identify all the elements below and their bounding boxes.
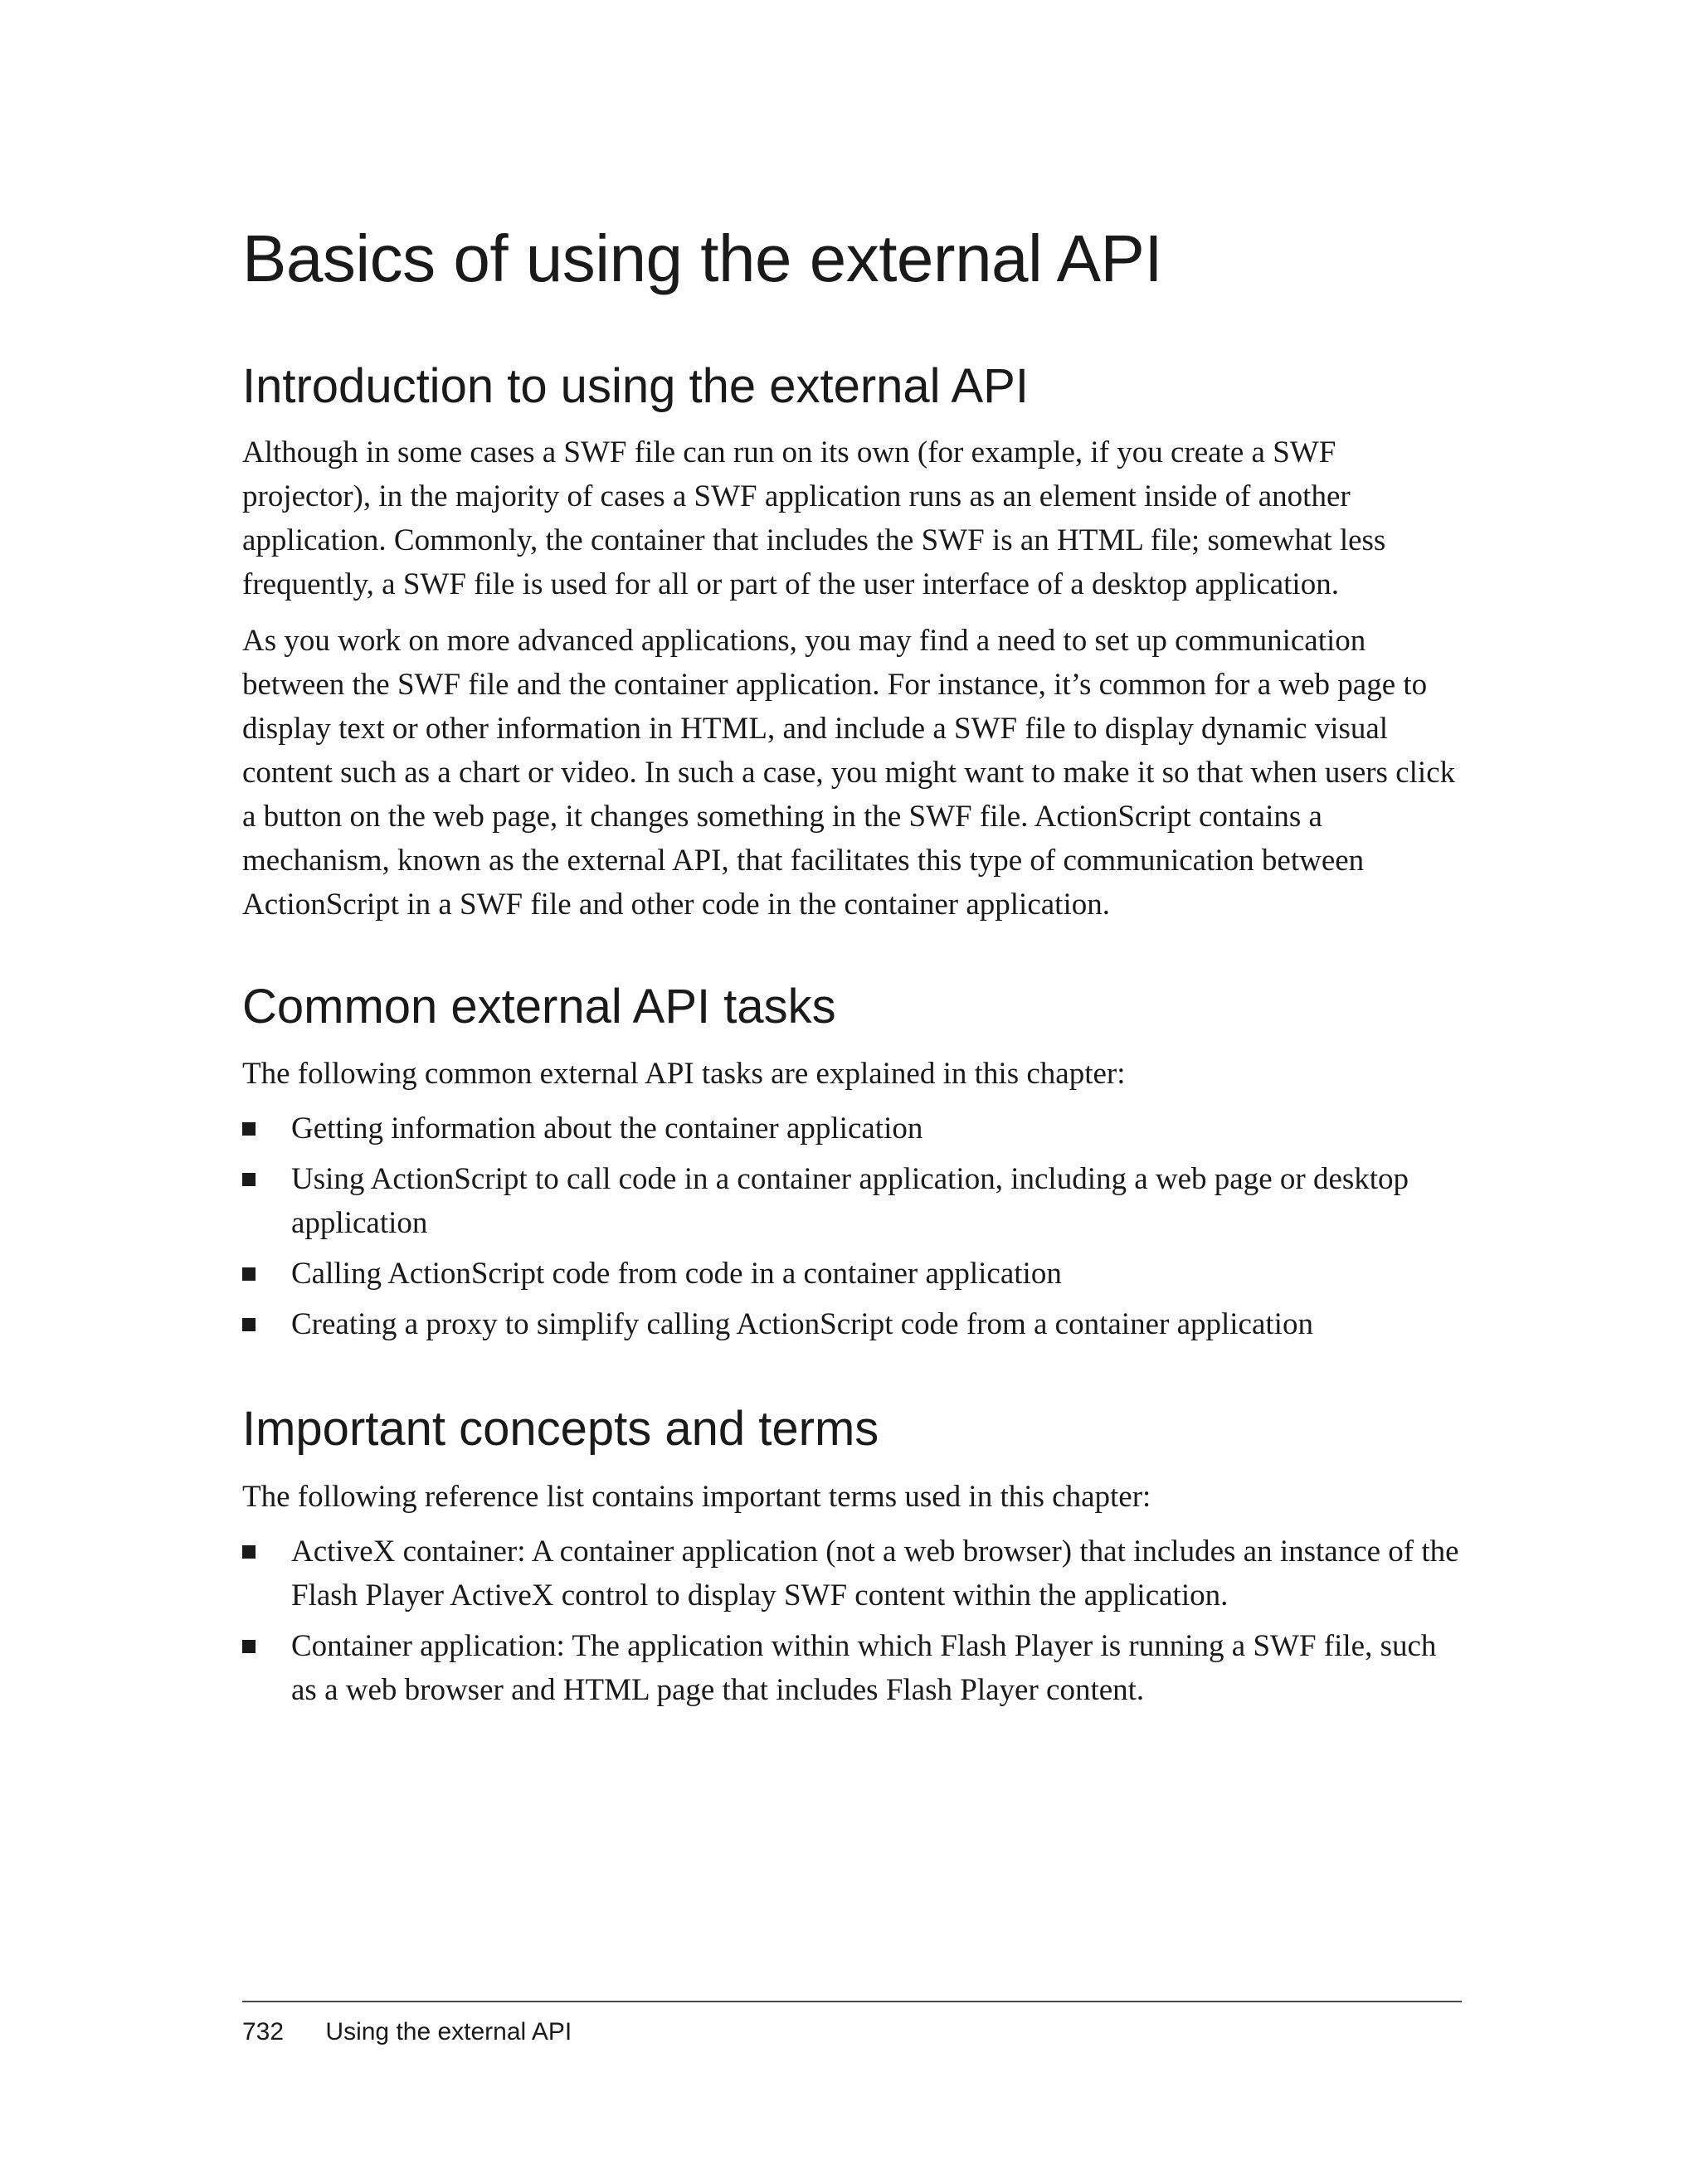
list-item xyxy=(242,1157,1462,1245)
square-bullet-icon xyxy=(242,1267,256,1281)
chapter-title: Basics of using the external API xyxy=(242,221,1163,295)
footer-chapter-name: Using the external API xyxy=(325,2018,572,2045)
paragraph-introduction-2: As you work on more advanced applications, you may find a need to set up communication between the SWF file and the container application. For instance, it’s common for a web page to display text or other information in HTML, and include a SWF file to display dynamic visual content such as a chart or video. In such a case, you might want to make it so that when users click a button on the web page, it changes something in the SWF file. ActionScript contains a mechanism, known as the external API, that facilitates this type of communication between ActionScript in a SWF file and other code in the container application. xyxy=(242,624,1456,922)
list-item-text: Creating a proxy to simplify calling ActionScript code from a container application xyxy=(291,1307,1313,1341)
page-footer xyxy=(242,2016,572,2049)
list-item xyxy=(242,1302,1462,1346)
list-item-text: Calling ActionScript code from code in a container application xyxy=(291,1257,1062,1291)
terms-list xyxy=(242,1530,1462,1719)
list-item xyxy=(242,1252,1462,1296)
section-heading-introduction: Introduction to using the external API xyxy=(242,359,1029,413)
list-item xyxy=(242,1530,1462,1617)
list-item-text: Using ActionScript to call code in a container application, including a web page or desktop application xyxy=(291,1162,1409,1240)
list-item-text: Container application: The application within which Flash Player is running a SWF file, such as a web browser and HTML page that includes Flash Player content. xyxy=(291,1629,1437,1707)
document-page xyxy=(242,0,1462,2184)
square-bullet-icon xyxy=(242,1545,256,1559)
paragraph-introduction-1: Although in some cases a SWF file can run on its own (for example, if you create a SWF projector), in the majority of cases a SWF application runs as an element inside of another application. Commonly, the container that includes the SWF is an HTML file; somewhat less frequently, a SWF file is used for all or part of the user interface of a desktop application. xyxy=(242,435,1386,601)
section-heading-concepts-terms: Important concepts and terms xyxy=(242,1402,879,1456)
paragraph-tasks-intro: The following common external API tasks are explained in this chapter: xyxy=(242,1057,1126,1091)
section-heading-common-tasks: Common external API tasks xyxy=(242,980,836,1034)
page-number: 732 xyxy=(242,2018,285,2045)
square-bullet-icon xyxy=(242,1173,256,1186)
footer-divider xyxy=(242,2001,1462,2002)
list-item xyxy=(242,1107,1462,1150)
list-item xyxy=(242,1624,1462,1712)
task-list xyxy=(242,1107,1462,1353)
square-bullet-icon xyxy=(242,1640,256,1653)
list-item-text: Getting information about the container application xyxy=(291,1111,923,1146)
square-bullet-icon xyxy=(242,1318,256,1331)
paragraph-terms-intro: The following reference list contains important terms used in this chapter: xyxy=(242,1480,1151,1514)
list-item-text: ActiveX container: A container application (not a web browser) that includes an instance of the Flash Player ActiveX control to display SWF content within the application. xyxy=(291,1535,1459,1612)
square-bullet-icon xyxy=(242,1122,256,1136)
